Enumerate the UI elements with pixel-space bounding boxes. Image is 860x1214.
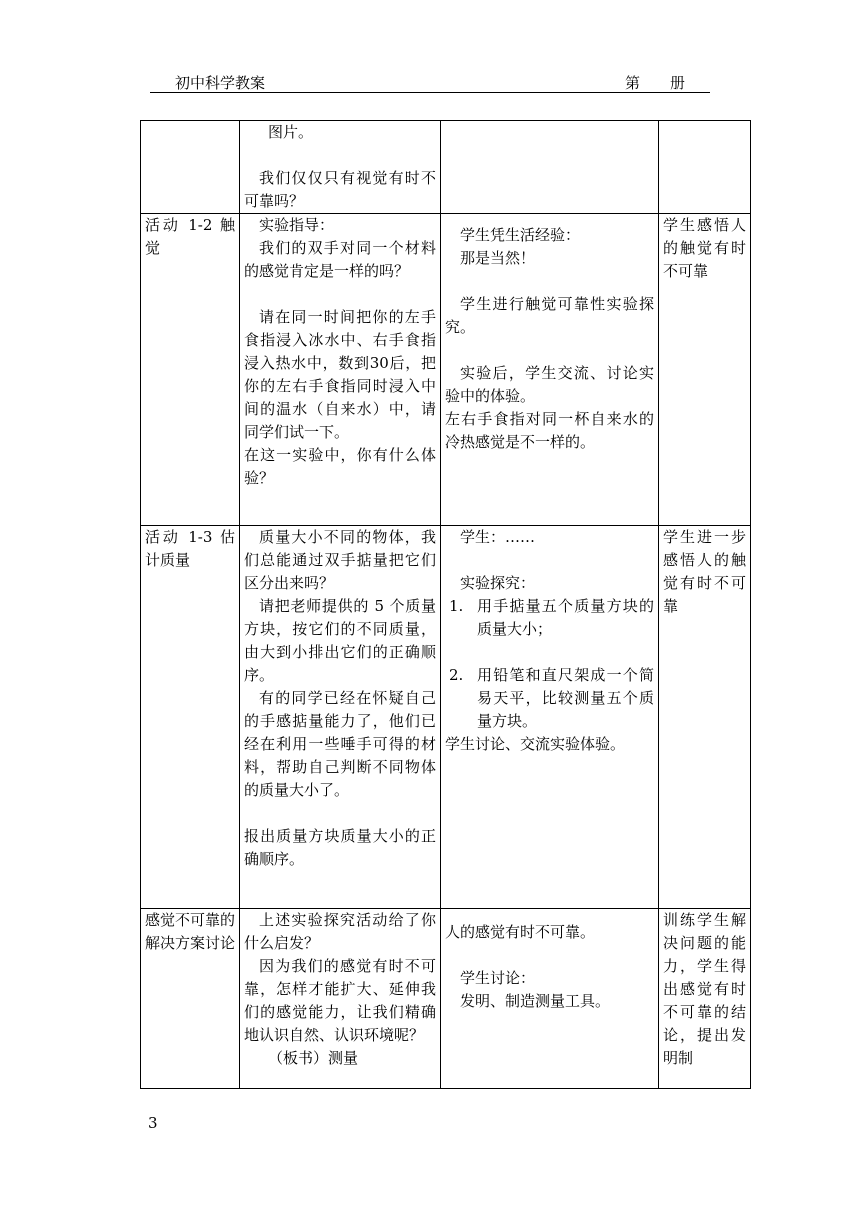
- teacher-cell: 图片。 我们仅仅只有视觉有时不可靠吗？: [240, 121, 441, 214]
- student-cell: 人的感觉有时不可靠。 学生讨论： 发明、制造测量工具。: [441, 909, 659, 1089]
- table-row: [141, 121, 751, 214]
- table-row: [141, 909, 751, 1089]
- student-cell: 学生凭生活经验： 那是当然！ 学生进行触觉可靠性实验探究。 实验后，学生交流、讨论实验中的体验。 左右手食指对同一杯自来水的冷热感觉是不一样的。: [441, 214, 659, 526]
- header-rule: [150, 92, 710, 93]
- header-volume: [625, 72, 685, 93]
- activity-label: 活动 1-3 估计质量: [145, 528, 235, 569]
- teacher-cell: 实验指导： 我们的双手对同一个材料的感觉肯定是一样的吗？ 请在同一时间把你的左手食指浸入冰水中、右手食指浸入热水中，数到30后，把你的左右手食指同时浸入中间的温水（自来水）中，请同学们试一下。 在这一实验中，你有什么体验？: [240, 214, 441, 526]
- page-header: [150, 70, 710, 94]
- activity-label: 感觉不可靠的解决方案讨论: [145, 911, 236, 952]
- goal-cell: 学生进一步感悟人的触觉有时不可靠: [659, 526, 751, 909]
- list-item: 1. 用手掂量五个质量方块的质量大小；: [449, 597, 654, 638]
- goal-cell: 学生感悟人的触觉有时不可靠: [659, 214, 751, 526]
- student-cell: 学生：…… 实验探究： 1. 用手掂量五个质量方块的质量大小； 2. 用铅笔和直尺架成一个简易天平，比较测量五个质量方块。 学生讨论、交流实验体验。: [441, 526, 659, 909]
- activity-cell: [141, 214, 240, 526]
- table-row: [141, 214, 751, 526]
- activity-cell: [141, 526, 240, 909]
- activity-cell: [141, 121, 240, 214]
- goal-cell: [659, 121, 751, 214]
- activity-label: 活动 1-2 触觉: [145, 216, 235, 257]
- activity-cell: [141, 909, 240, 1089]
- teacher-cell: 上述实验探究活动给了你什么启发？ 因为我们的感觉有时不可靠，怎样才能扩大、延伸我们的感觉能力，让我们精确地认识自然、认识环境呢？ （板书）测量: [240, 909, 441, 1089]
- header-volume-prefix: 第: [625, 74, 641, 92]
- list-item: 2. 用铅笔和直尺架成一个简易天平，比较测量五个质量方块。: [449, 666, 654, 730]
- header-title: 初中科学教案: [175, 74, 266, 92]
- student-cell: [441, 121, 659, 214]
- header-volume-suffix: 册: [670, 74, 686, 92]
- goal-cell: 训练学生解决问题的能力，学生得出感觉有时不可靠的结论，提出发明制: [659, 909, 751, 1089]
- page-number: 3: [148, 1114, 158, 1132]
- lesson-table: [140, 120, 751, 1089]
- table-row: [141, 526, 751, 909]
- teacher-cell: 质量大小不同的物体，我们总能通过双手掂量把它们区分出来吗？ 请把老师提供的 5 个质量方块，按它们的不同质量，由大到小排出它们的正确顺序。 有的同学已经在怀疑自己的手感掂量能力了，他们已经在利用一些唾手可得的材料，帮助自己判断不同物体的质量大小了。 报出质量方块质量大小的正确顺序。: [240, 526, 441, 909]
